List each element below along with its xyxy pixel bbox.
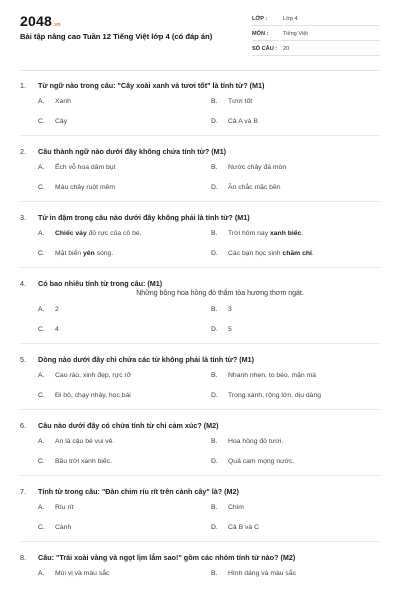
answer-option[interactable]: [211, 306, 384, 313]
option-letter: D.: [211, 118, 218, 125]
option-letter: B.: [211, 570, 218, 577]
meta-row-subject: [252, 28, 380, 41]
meta-value: 20: [283, 46, 290, 52]
option-text-part: Mặt biển: [55, 250, 83, 257]
option-letter: D.: [211, 326, 218, 333]
option-letter: A.: [38, 372, 45, 379]
option-letter: D.: [211, 524, 218, 531]
option-bold-word: Chiếc váy: [55, 230, 87, 237]
option-text: [228, 230, 303, 237]
option-text: Cành: [55, 524, 72, 531]
option-letter: C.: [38, 524, 45, 531]
option-text: Hình dáng và màu sắc: [228, 570, 297, 577]
option-letter: B.: [211, 164, 218, 171]
option-letter: B.: [211, 306, 218, 313]
option-text: Đi bộ, chạy nhảy, học bài: [55, 392, 131, 399]
answer-option[interactable]: [211, 164, 384, 171]
question-text: Có bao nhiêu tính từ trong câu: (M1): [38, 278, 163, 288]
answer-options: [20, 230, 380, 257]
answer-option[interactable]: [211, 570, 384, 577]
answer-option[interactable]: [38, 570, 211, 577]
header: [0, 0, 400, 66]
answer-option[interactable]: [38, 250, 211, 257]
option-letter: A.: [38, 98, 45, 105]
answer-option[interactable]: [38, 326, 211, 333]
answer-options: [20, 164, 380, 191]
option-text: Máu chảy ruột mềm: [55, 184, 116, 191]
question-line: [20, 78, 380, 92]
question-line: [20, 352, 380, 366]
question-item: [0, 144, 400, 191]
option-text-part: .: [301, 230, 304, 237]
option-text-part: Các bạn học sinh: [228, 250, 283, 257]
option-letter: B.: [211, 372, 218, 379]
option-letter: C.: [38, 250, 45, 257]
question-number: 7.: [20, 486, 26, 496]
option-letter: C.: [38, 458, 45, 465]
question-line: [20, 484, 380, 498]
question-text: Tính từ trong câu: "Đàn chim ríu rít trên cành cây" là? (M2): [38, 486, 239, 496]
option-letter: C.: [38, 392, 45, 399]
option-bold-word: chăm chỉ: [282, 250, 312, 257]
meta-value: Tiếng Việt: [283, 31, 308, 37]
meta-row-count: [252, 43, 380, 56]
option-text: Xanh: [55, 98, 71, 105]
option-text: Chim: [228, 504, 244, 511]
answer-option[interactable]: [211, 326, 384, 333]
option-letter: B.: [211, 98, 218, 105]
question-number: 3.: [20, 212, 26, 222]
option-text: Mùi vị và màu sắc: [55, 570, 110, 577]
answer-option[interactable]: [38, 438, 211, 445]
meta-key: MÔN :: [252, 31, 269, 37]
question-number: 2.: [20, 146, 26, 156]
answer-option[interactable]: [38, 524, 211, 531]
option-letter: C.: [38, 326, 45, 333]
answer-option[interactable]: [211, 372, 384, 379]
option-text: Bầu trời xanh biếc.: [55, 458, 112, 465]
question-divider: [20, 343, 380, 344]
answer-options: [20, 504, 380, 531]
answer-option[interactable]: [211, 118, 384, 125]
answer-options: [20, 438, 380, 465]
question-text: Câu: "Trái xoài vàng và ngọt lịm lắm sao!" gồm các nhóm tính từ nào? (M2): [38, 552, 296, 562]
option-letter: D.: [211, 392, 218, 399]
answer-options: [20, 570, 380, 577]
answer-option[interactable]: [38, 118, 211, 125]
answer-option[interactable]: [211, 392, 384, 399]
option-text: 5: [228, 326, 232, 333]
answer-option[interactable]: [211, 438, 384, 445]
question-number: 1.: [20, 80, 26, 90]
question-text: Từ ngữ nào trong câu: "Cây xoài xanh và tươi tốt" là tính từ? (M1): [38, 80, 265, 90]
option-letter: B.: [211, 230, 218, 237]
question-number: 5.: [20, 354, 26, 364]
option-text: Tươi tốt: [228, 98, 253, 105]
option-text: Hoa hồng đỏ tươi.: [228, 438, 284, 445]
option-text: [228, 250, 314, 257]
site-logo[interactable]: 2048.vn: [20, 13, 61, 29]
option-letter: D.: [211, 458, 218, 465]
question-divider: [20, 541, 380, 542]
question-text: Từ in đậm trong câu nào dưới đây không phải là tính từ? (M1): [38, 212, 250, 222]
answer-options: [20, 306, 380, 333]
option-text: Trong xanh, rộng lớn, dịu dàng: [228, 392, 322, 399]
option-text-part: Trời hôm nay: [228, 230, 270, 237]
option-letter: A.: [38, 164, 45, 171]
answer-option[interactable]: [211, 98, 384, 105]
option-text: Nhanh nhẹn, to béo, mặn mà: [228, 372, 317, 379]
question-number: 6.: [20, 420, 26, 430]
question-line: [20, 418, 380, 432]
question-item: [0, 550, 400, 577]
answer-option[interactable]: [211, 458, 384, 465]
option-letter: C.: [38, 118, 45, 125]
option-text: Ăn chắc mặc bền: [228, 184, 281, 191]
option-text: Ếch vỗ hoa dâm bụt: [55, 164, 116, 171]
answer-option[interactable]: [38, 504, 211, 511]
question-divider: [20, 409, 380, 410]
answer-option[interactable]: [38, 98, 211, 105]
question-line: [20, 210, 380, 224]
question-list: [0, 78, 400, 577]
question-item: [0, 352, 400, 399]
meta-key: LỚP :: [252, 16, 268, 22]
answer-options: [20, 98, 380, 125]
option-letter: B.: [211, 438, 218, 445]
answer-option[interactable]: [211, 524, 384, 531]
answer-option[interactable]: [211, 250, 384, 257]
option-text: [55, 230, 142, 237]
question-line: [20, 144, 380, 158]
question-text: Dòng nào dưới đây chỉ chứa các từ không phải là tính từ? (M1): [38, 354, 255, 364]
option-text: Cây: [55, 118, 68, 125]
answer-option[interactable]: [211, 504, 384, 511]
option-letter: A.: [38, 438, 45, 445]
question-text: Câu thành ngữ nào dưới đây không chứa tính từ? (M1): [38, 146, 227, 156]
option-text: 4: [55, 326, 59, 333]
meta-row-grade: [252, 13, 380, 26]
option-text-part: .: [311, 250, 314, 257]
answer-option[interactable]: [38, 230, 211, 237]
answer-option[interactable]: [38, 306, 211, 313]
option-text: 3: [228, 306, 232, 313]
answer-option[interactable]: [38, 164, 211, 171]
option-letter: D.: [211, 184, 218, 191]
question-divider: [20, 201, 380, 202]
option-text: Nước chảy đá mòn: [228, 164, 287, 171]
question-sentence: Những bông hoa hồng đỏ thắm tỏa hương thơm ngát.: [136, 290, 304, 297]
question-divider: [20, 267, 380, 268]
option-letter: A.: [38, 570, 45, 577]
option-text: [55, 250, 113, 257]
answer-option[interactable]: [38, 458, 211, 465]
option-text: An là cậu bé vui vẻ.: [55, 438, 115, 445]
option-bold-word: yên: [82, 250, 95, 257]
answer-option[interactable]: [211, 230, 384, 237]
option-text: Quả cam mọng nước.: [228, 458, 295, 465]
option-text: Cao ráo, xinh đẹp, rực rỡ: [55, 372, 132, 379]
meta-key: SỐ CÂU :: [252, 46, 278, 52]
header-divider: [20, 70, 380, 71]
answer-option[interactable]: [211, 184, 384, 191]
option-text: 2: [55, 306, 59, 313]
option-letter: A.: [38, 230, 45, 237]
option-letter: A.: [38, 504, 45, 511]
question-number: 4.: [20, 278, 26, 288]
question-number: 8.: [20, 552, 26, 562]
option-bold-word: xanh biếc: [269, 230, 302, 237]
answer-option[interactable]: [38, 392, 211, 399]
question-item: [0, 210, 400, 257]
answer-option[interactable]: [38, 184, 211, 191]
answer-option[interactable]: [38, 372, 211, 379]
question-item: [0, 78, 400, 125]
answer-options: [20, 372, 380, 399]
question-item: [0, 484, 400, 531]
option-text: Cả B và C: [228, 524, 259, 531]
meta-value: Lớp 4: [283, 16, 298, 22]
option-text: Cả A và B: [228, 118, 258, 125]
option-text-part: đỏ rực của cô bé.: [86, 230, 142, 237]
question-item: [0, 276, 400, 333]
question-text: Câu nào dưới đây có chứa tính từ chỉ cảm xúc? (M2): [38, 420, 219, 430]
option-letter: C.: [38, 184, 45, 191]
question-divider: [20, 135, 380, 136]
option-letter: A.: [38, 306, 45, 313]
option-text: Ríu rít: [55, 504, 74, 511]
document-meta: [252, 13, 380, 58]
option-letter: B.: [211, 504, 218, 511]
document-title: Bài tập nâng cao Tuần 12 Tiếng Việt lớp 4 (có đáp án): [20, 32, 213, 41]
question-item: [0, 418, 400, 465]
option-letter: D.: [211, 250, 218, 257]
question-line: [20, 550, 380, 564]
question-divider: [20, 475, 380, 476]
option-text-part: sóng.: [94, 250, 114, 257]
